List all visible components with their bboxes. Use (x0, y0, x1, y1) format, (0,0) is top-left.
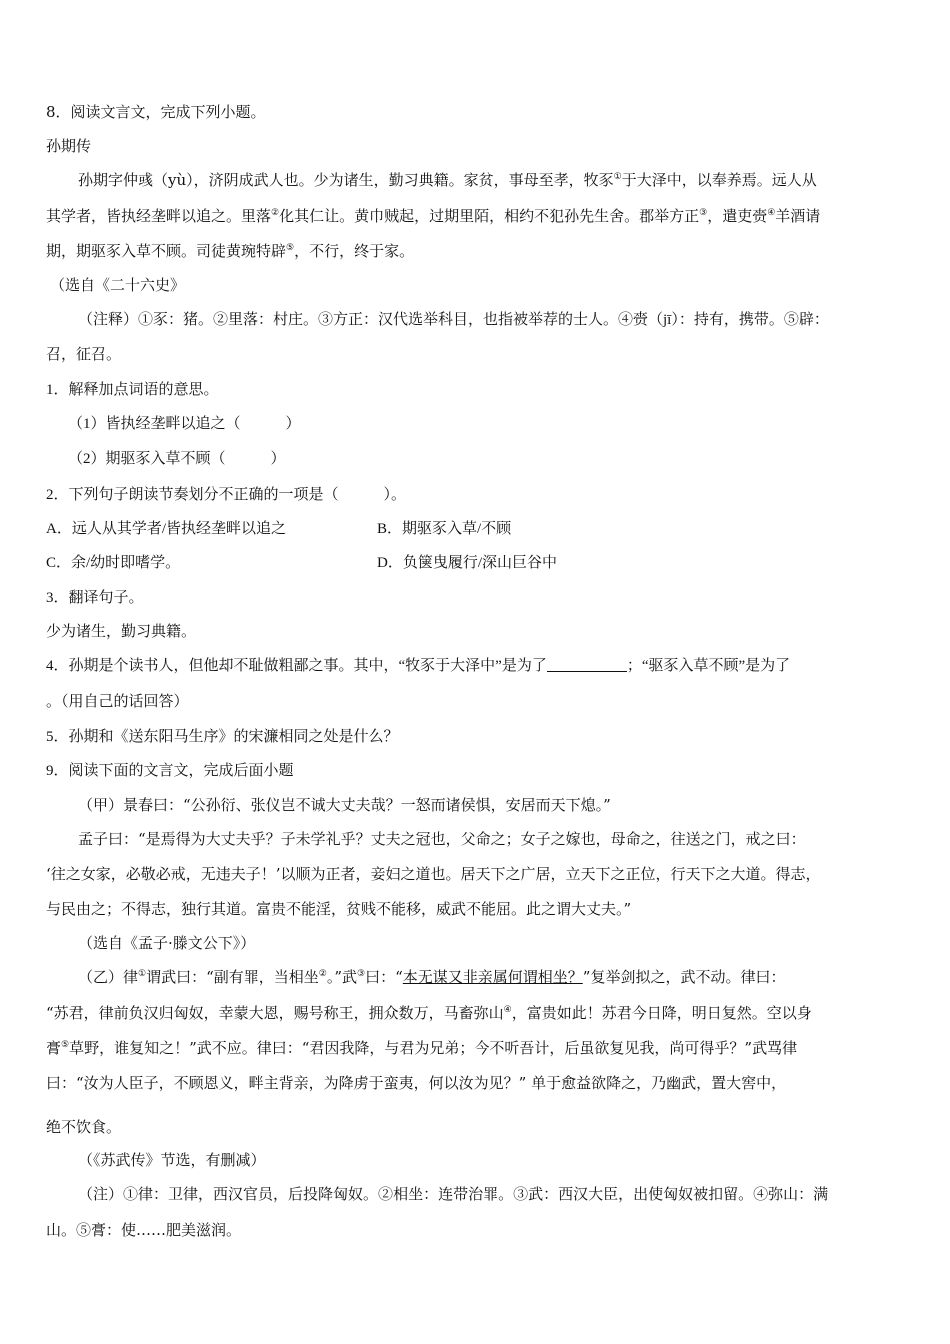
jia-line-3: ‘往之女家，必敬必戒，无违夫子！’以顺为正者，妾妇之道也。居天下之广居，立天下之正位，行天下之大道。得志， (46, 865, 821, 883)
question-4-line-2: 。（用自己的话回答） (46, 694, 189, 710)
passage-title: 孙期传 (46, 137, 92, 155)
jia-line-4: 与民由之；不得志，独行其道。富贵不能淫，贫贱不能移，威武不能屈。此之谓大丈夫。” (46, 900, 632, 918)
question-2: 2．下列句子朗读节奏划分不正确的一项是（ ）。 (46, 487, 407, 503)
yi-line-5: 绝不饮食。 (46, 1118, 122, 1136)
passage-source: （选自《二十六史》 (50, 276, 186, 294)
q9-header: 9．阅读下面的文言文，完成后面小题 (46, 763, 294, 779)
q8-header: 8．阅读文言文，完成下列小题。 (46, 103, 266, 121)
annotation-line-1: （注释）①豕：猪。②里落：村庄。③方正：汉代选举科目，也指被举荐的士人。④赍（jī）：持有，携带。⑤辟： (78, 312, 829, 328)
annotation-line-2: 召，征召。 (46, 347, 122, 363)
jia-source: （选自《孟子·滕文公下》） (78, 934, 256, 952)
yi-line-2: “苏君，律前负汉归匈奴，幸蒙大恩，赐号称王，拥众数万，马畜弥山④，富贵如此！苏君今日降，明日复然。空以身 (46, 1004, 812, 1022)
option-c: C．余/幼时即嗜学。 (46, 555, 181, 571)
question-3-sentence: 少为诸生，勤习典籍。 (46, 624, 197, 640)
jia-line-1: （甲）景春曰：“公孙衍、张仪岂不诚大丈夫哉？一怒而诸侯惧，安居而天下熄。” (78, 796, 611, 814)
question-4-line-1: 4．孙期是个读书人，但他却不耻做粗鄙之事。其中，“牧豕于大泽中”是为了 ；“驱豕入草不顾”是为了 (46, 658, 791, 674)
passage-line-1: 孙期字仲彧（yù），济阴成武人也。少为诸生，勤习典籍。家贫，事母至孝，牧豕①于大泽中，以奉养焉。远人从 (78, 171, 817, 189)
option-b: B．期驱豕入草/不顾 (377, 521, 512, 537)
answer-blank (547, 657, 627, 672)
jia-line-2: 孟子曰：“是焉得为大丈夫乎？子未学礼乎？丈夫之冠也，父命之；女子之嫁也，母命之，往送之门，戒之曰： (78, 830, 806, 848)
q9-note-line-1: （注）①律：卫律，西汉官员，后投降匈奴。②相坐：连带治罪。③武：西汉大臣，出使匈奴被扣留。④弥山：满 (78, 1185, 829, 1203)
yi-line-4: 曰：“汝为人臣子，不顾恩义，畔主背亲，为降虏于蛮夷，何以汝为见？” 单于愈益欲降之，乃幽武，置大窖中， (46, 1074, 787, 1092)
option-a: A．远人从其学者/皆执经垄畔以追之 (46, 521, 287, 537)
question-3: 3．翻译句子。 (46, 590, 144, 606)
yi-line-1: （乙）律①谓武曰：“副有罪，当相坐②。”武③曰：“本无谋又非亲属何谓相坐？”复举剑拟之，武不动。律曰： (78, 968, 786, 986)
yi-line-3: 膏⑤草野，谁复知之！”武不应。律曰：“君因我降，与君为兄弟；今不听吾计，后虽欲复见我，尚可得乎？”武骂律 (46, 1039, 798, 1057)
underlined-sentence: 本无谋又非亲属何谓相坐？ (402, 968, 583, 986)
q9-note-line-2: 山。⑤膏：使……肥美滋润。 (46, 1221, 242, 1239)
yi-source: （《苏武传》节选，有删减） (78, 1151, 266, 1169)
passage-line-2: 其学者，皆执经垄畔以追之。里落②化其仁让。黄巾贼起，过期里陌，相约不犯孙先生舍。郡举方正③，遣吏赍④羊酒请 (46, 207, 821, 225)
question-1: 1．解释加点词语的意思。 (46, 382, 219, 398)
question-1-item-2: （2）期驱豕入草不顾（ ） (68, 451, 286, 467)
option-d: D．负箧曳履行/深山巨谷中 (377, 555, 558, 571)
question-1-item-1: （1）皆执经垄畔以追之（ ） (68, 416, 301, 432)
question-5: 5．孙期和《送东阳马生序》的宋濂相同之处是什么？ (46, 729, 399, 745)
passage-line-3: 期，期驱豕入草不顾。司徒黄琬特辟⑤，不行，终于家。 (46, 242, 415, 260)
